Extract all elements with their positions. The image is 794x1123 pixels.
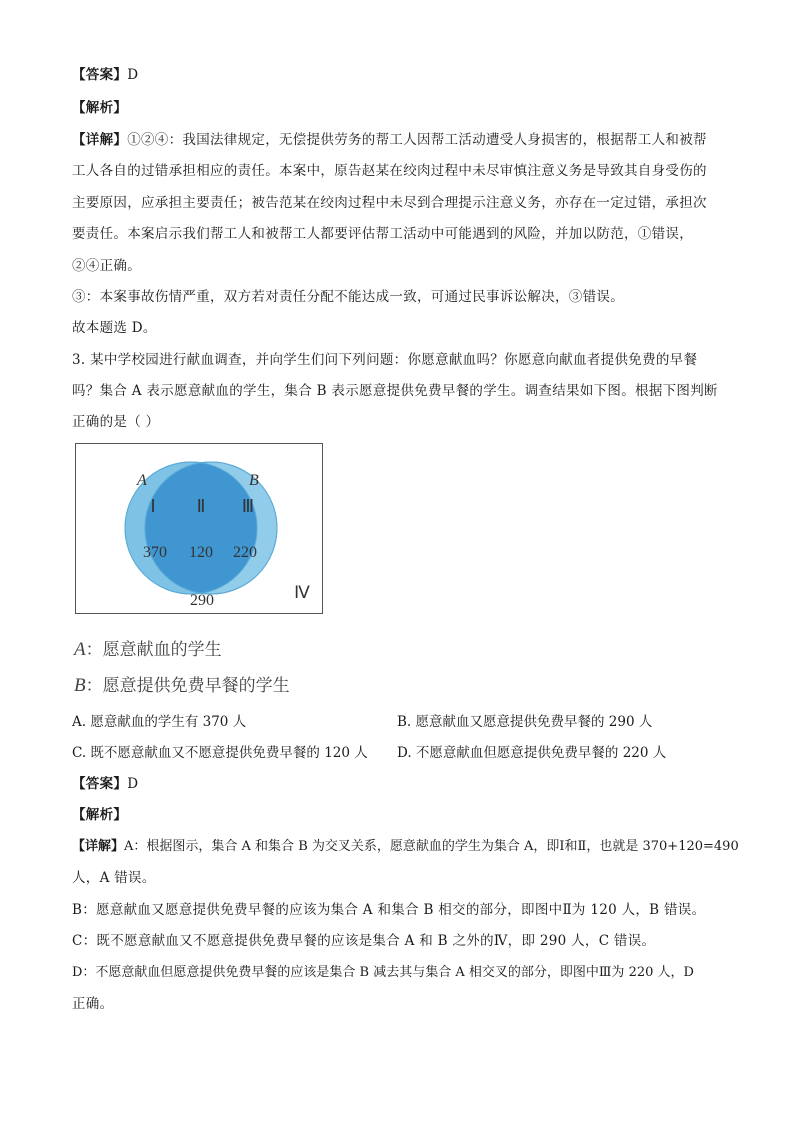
legend-b-sep: ：: [85, 676, 103, 696]
region-2-label: Ⅱ: [196, 496, 206, 516]
q3-detail-line-5: D：不愿意献血但愿意提供免费早餐的应该是集合 B 减去其与集合 A 相交叉的部分，即图中Ⅲ为 220 人，D: [72, 965, 694, 980]
option-b: B. 愿意献血又愿意提供免费早餐的 290 人: [397, 714, 653, 730]
detail-text: A：根据图示，集合 A 和集合 B 为交叉关系，愿意献血的学生为集合 A，即Ⅰ和Ⅱ，也就是 370+120=490: [124, 839, 739, 854]
region-1-label: Ⅰ: [150, 496, 156, 516]
venn-svg: [76, 444, 322, 613]
detail-tag: 【详解】: [72, 132, 128, 148]
legend-b-text: 愿意提供免费早餐的学生: [102, 676, 290, 696]
detail-text: ①②④：我国法律规定，无偿提供劳务的帮工人因帮工活动遭受人身损害的，根据帮工人和被帮: [127, 132, 707, 148]
q2-line-3: ③：本案事故伤情严重，双方若对责任分配不能达成一致，可通过民事诉讼解决，③错误。: [72, 289, 624, 305]
region-3-label: Ⅲ: [241, 496, 255, 516]
region-4-value: 290: [190, 592, 214, 609]
q3-stem-line-3: 正确的是（ ）: [72, 414, 160, 430]
q3-detail-line-4: C：既不愿意献血又不愿意提供免费早餐的应该是集合 A 和 B 之外的Ⅳ，即 290 人，C 错误。: [72, 933, 656, 949]
q3-detail-line-2: 人，A 错误。: [72, 870, 156, 886]
region-4-label: Ⅳ: [294, 583, 310, 602]
legend-a-text: 愿意献血的学生: [102, 640, 222, 660]
option-d: D. 不愿意献血但愿意提供免费早餐的 220 人: [397, 745, 667, 761]
q3-stem-line-1: 3. 某中学校园进行献血调查，并向学生们问下列问题：你愿意献血吗？你愿意向献血者提供免费的早餐: [72, 352, 698, 368]
q3-detail-line-1: [72, 838, 739, 856]
option-a: A. 愿意献血的学生有 370 人: [72, 714, 247, 730]
q2-detail-line-1: [72, 131, 707, 149]
region-2-value: 120: [189, 544, 213, 561]
q2-detail-line-2: 工人各自的过错承担相应的责任。本案中，原告赵某在绞肉过程中未尽审慎注意义务是导致其自身受伤的: [72, 163, 707, 179]
region-1-value: 370: [143, 544, 167, 561]
set-a-label: A: [137, 472, 147, 489]
q3-answer: [72, 775, 138, 793]
legend-a-letter: A: [74, 639, 86, 660]
answer-tag: 【答案】: [72, 776, 128, 792]
answer-value: D: [127, 67, 139, 83]
venn-diagram: [75, 443, 323, 614]
q2-conclusion: 故本题选 D。: [72, 320, 157, 336]
legend-a: [74, 639, 222, 661]
detail-tag: 【详解】: [72, 839, 125, 854]
q2-detail-line-5: ②④正确。: [72, 258, 141, 274]
region-3-value: 220: [233, 544, 257, 561]
legend-b: [74, 675, 290, 697]
q2-detail-line-3: 主要原因，应承担主要责任；被告范某在绞肉过程中未尽到合理提示注意义务，亦存在一定过错，承担次: [72, 195, 707, 211]
legend-a-sep: ：: [85, 640, 103, 660]
answer-value: D: [127, 776, 139, 792]
option-c: C. 既不愿意献血又不愿意提供免费早餐的 120 人: [72, 745, 368, 761]
q2-detail-line-4: 要责任。本案启示我们帮工人和被帮工人都要评估帮工活动中可能遇到的风险，并加以防范，①错误，: [72, 226, 693, 242]
q3-analysis-tag: 【解析】: [72, 807, 128, 823]
q2-answer: [72, 66, 138, 84]
q3-stem-line-2: 吗？集合 A 表示愿意献血的学生，集合 B 表示愿意提供免费早餐的学生。调查结果如下图。根据下图判断: [72, 383, 718, 399]
legend-b-letter: B: [74, 675, 86, 696]
q3-detail-line-3: B：愿意献血又愿意提供免费早餐的应该为集合 A 和集合 B 相交的部分，即图中Ⅱ为 120 人，B 错误。: [72, 902, 706, 918]
q2-analysis-tag: 【解析】: [72, 100, 128, 116]
answer-tag: 【答案】: [72, 67, 128, 83]
q3-detail-line-6: 正确。: [72, 996, 114, 1012]
set-b-label: B: [249, 472, 259, 489]
